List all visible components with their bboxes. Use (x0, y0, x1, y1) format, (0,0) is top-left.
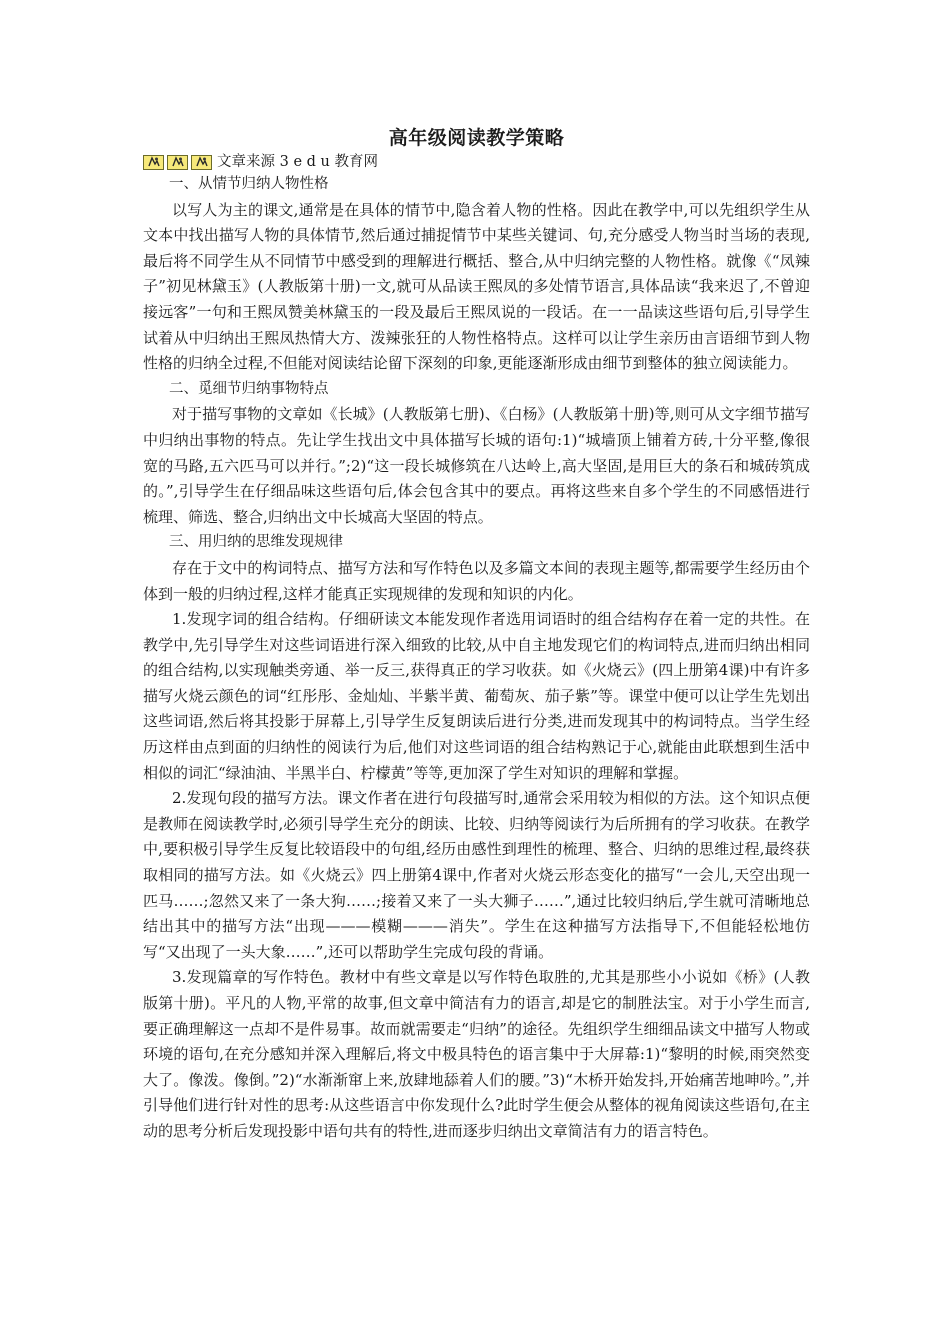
section (143, 172, 810, 377)
paragraph: 2.发现句段的描写方法。课文作者在进行句段描写时,通常会采用较为相似的方法。这个知识点便是教师在阅读教学时,必须引导学生充分的朗读、比较、归纳等阅读行为后所拥有的学习收获。在教学中,要积极引导学生反复比较语段中的句组,经历由感性到理性的梳理、整合、归纳的思维过程,最终获取相同的描写方法。如《火烧云》四上册第4课中,作者对火烧云形态变化的描写“一会儿,天空出现一匹马……;忽然又来了一条大狗……;接着又来了一头大狮子……”,通过比较归纳后,学生就可清晰地总结出其中的描写方法“出现———模糊———消失”。学生在这种描写方法指导下,不但能轻松地仿写“又出现了一头大象……”,还可以帮助学生完成句段的背诵。 (143, 789, 810, 961)
bookmark-icon[interactable] (191, 155, 212, 170)
paragraph: 存在于文中的构词特点、描写方法和写作特色以及多篇文本间的表现主题等,都需要学生经历由个体到一般的归纳过程,这样才能真正实现规律的发现和知识的内化。 (143, 558, 810, 603)
section (143, 530, 810, 1144)
section-heading: 二、觅细节归纳事物特点 (169, 380, 329, 397)
bookmark-icon[interactable] (143, 155, 164, 170)
paragraph: 对于描写事物的文章如《长城》(人教版第七册)、《白杨》(人教版第十册)等,则可从文字细节描写中归纳出事物的特点。先让学生找出文中具体描写长城的语句:1)“城墙顶上铺着方砖,十分平整,像很宽的马路,五六匹马可以并行。”;2)“这一段长城修筑在八达岭上,高大坚固,是用巨大的条石和城砖筑成的。”,引导学生在仔细品味这些语句后,体会包含其中的要点。再将这些来自多个学生的不同感悟进行梳理、筛选、整合,归纳出文中长城高大坚固的特点。 (143, 405, 810, 526)
paragraph: 3.发现篇章的写作特色。教材中有些文章是以写作特色取胜的,尤其是那些小小说如《桥》(人教版第十册)。平凡的人物,平常的故事,但文章中简洁有力的语言,却是它的制胜法宝。对于小学生而言,要正确理解这一点却不是件易事。故而就需要走“归纳”的途径。先组织学生细细品读文中描写人物或环境的语句,在充分感知并深入理解后,将文中极具特色的语言集中于大屏幕:1)“黎明的时候,雨突然变大了。像泼。像倒。”2)“水渐渐窜上来,放肆地舔着人们的腰。”3)“木桥开始发抖,开始痛苦地呻吟。”,并引导他们进行针对性的思考:从这些语言中你发现什么?此时学生便会从整体的视角阅读这些语句,在主动的思考分析后发现投影中语句共有的特性,进而逐步归纳出文章简洁有力的语言特色。 (143, 968, 810, 1140)
paragraph: 以写人为主的课文,通常是在具体的情节中,隐含着人物的性格。因此在教学中,可以先组织学生从文本中找出描写人物的具体情节,然后通过捕捉情节中某些关键词、句,充分感受人物当时当场的表现,最后将不同学生从不同情节中感受到的理解进行概括、整合,从中归纳完整的人物性格。就像《“凤辣子”初见林黛玉》(人教版第十册)一文,就可从品读王熙凤的多处情节语言,具体品读“我来迟了,不曾迎接远客”一句和王熙凤赞美林黛玉的一段及最后王熙凤说的一段话。在一一品读这些语句后,引导学生试着从中归纳出王熙凤热情大方、泼辣张狂的人物性格特点。这样可以让学生亲历由言语细节到人物性格的归纳全过程,不但能对阅读结论留下深刻的印象,更能逐渐形成由细节到整体的独立阅读能力。 (143, 200, 810, 373)
section (143, 377, 810, 531)
bookmark-icon[interactable] (167, 155, 188, 170)
section-heading: 三、用归纳的思维发现规律 (169, 534, 343, 551)
source-text: 文章来源 3 e d u 教育网 (217, 154, 378, 170)
section-heading: 一、从情节归纳人物性格 (169, 176, 329, 192)
source-line (143, 152, 810, 172)
paragraph: 1.发现字词的组合结构。仔细研读文本能发现作者选用词语时的组合结构存在着一定的共性。在教学中,先引导学生对这些词语进行深入细致的比较,从中自主地发现它们的构词特点,进而归纳出相同的组合结构,以实现触类旁通、举一反三,获得真正的学习收获。如《火烧云》(四上册第4课)中有许多描写火烧云颜色的词“红彤彤、金灿灿、半紫半黄、葡萄灰、茄子紫”等。课堂中便可以让学生先划出这些词语,然后将其投影于屏幕上,引导学生反复朗读后进行分类,进而发现其中的构词特点。当学生经历这样由点到面的归纳性的阅读行为后,他们对这些词语的组合结构熟记于心,就能由此联想到生活中相似的词汇“绿油油、半黑半白、柠檬黄”等等,更加深了学生对知识的理解和掌握。 (143, 610, 810, 782)
document-page (143, 124, 810, 1145)
document-title: 高年级阅读教学策略 (388, 127, 565, 149)
